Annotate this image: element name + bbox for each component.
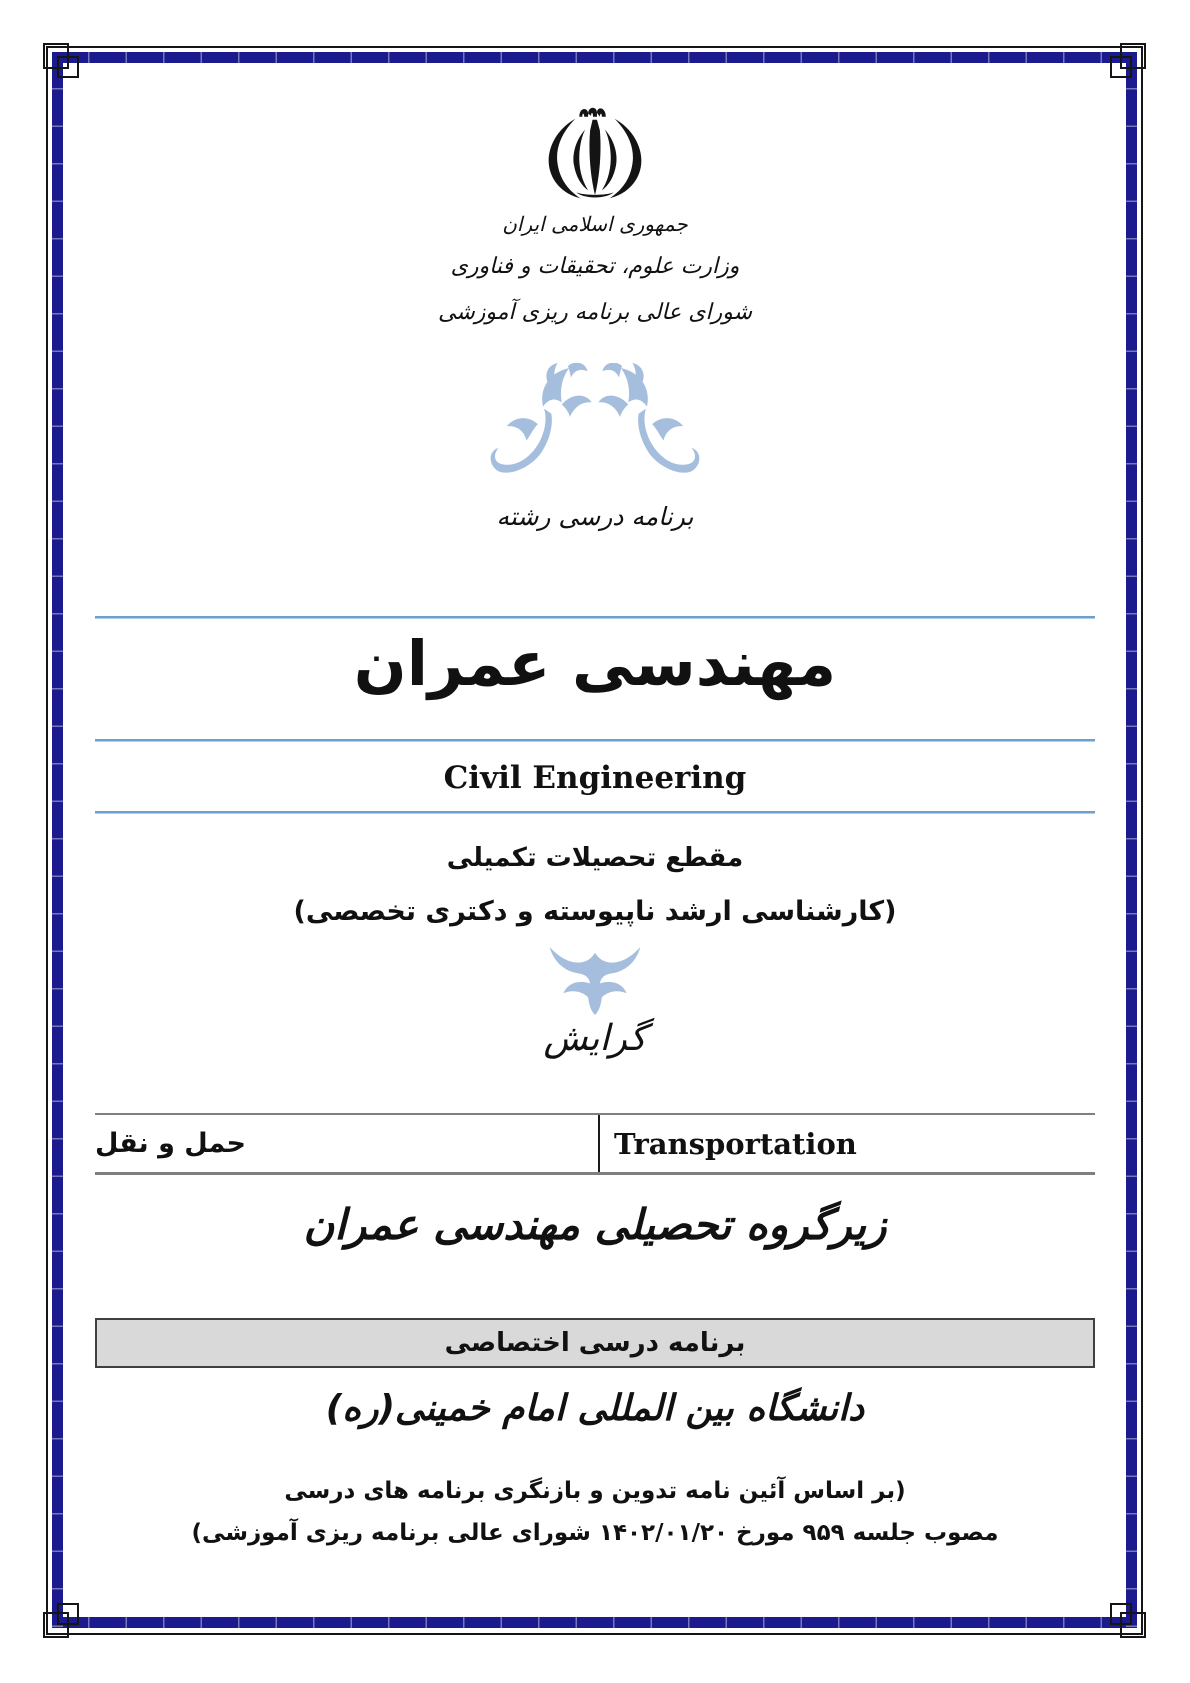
- frame-band-left: [52, 52, 63, 1628]
- frame-band-right: [1126, 52, 1137, 1628]
- field-title-fa: مهندسی عمران: [353, 627, 837, 700]
- corner-ornament-bottom-left-inner: [57, 1603, 79, 1625]
- orientation-name-en: Transportation: [614, 1126, 857, 1161]
- footer-approval-line: مصوب جلسه ۹۵۹ مورخ ۱۴۰۲/۰۱/۲۰ شورای عالی برنامه ریزی آموزشی): [191, 1520, 999, 1546]
- floral-flourish-icon: [95, 363, 1095, 479]
- subgroup-title: زیرگروه تحصیلی مهندسی عمران: [303, 1200, 887, 1249]
- specialized-curriculum-banner: [95, 1318, 1095, 1368]
- divider-rule-2: [95, 739, 1095, 741]
- content-column: [95, 0, 1095, 1683]
- footer-regulation-line: (بر اساس آئین نامه تدوین و بازنگری برنامه های درسی: [284, 1478, 906, 1504]
- orientation-label: گرایش: [543, 1018, 647, 1059]
- degree-detail-line: (کارشناسی ارشد ناپیوسته و دکتری تخصصی): [293, 896, 897, 927]
- field-title-en: Civil Engineering: [443, 760, 747, 796]
- header-line-council: شورای عالی برنامه ریزی آموزشی: [437, 300, 753, 325]
- divider-rule-1: [95, 616, 1095, 618]
- corner-ornament-top-right-inner: [1110, 56, 1132, 78]
- degree-level-line: مقطع تحصیلات تکمیلی: [446, 843, 744, 873]
- header-line-republic: جمهوری اسلامی ایران: [502, 212, 688, 236]
- small-floral-icon: [95, 941, 1095, 1019]
- university-name: دانشگاه بین المللی امام خمینی(ره): [325, 1388, 865, 1429]
- banner-label: برنامه درسی اختصاصی: [444, 1328, 746, 1358]
- corner-ornament-top-left-inner: [57, 56, 79, 78]
- corner-ornament-bottom-right-inner: [1110, 1603, 1132, 1625]
- program-label: برنامه درسی رشته: [496, 502, 694, 531]
- header-line-ministry: وزارت علوم، تحقیقات و فناوری: [450, 254, 740, 279]
- orientation-name-fa: حمل و نقل: [95, 1128, 246, 1159]
- divider-rule-3: [95, 811, 1095, 813]
- iran-emblem-icon: [95, 104, 1095, 212]
- orientation-table: [95, 1113, 1095, 1175]
